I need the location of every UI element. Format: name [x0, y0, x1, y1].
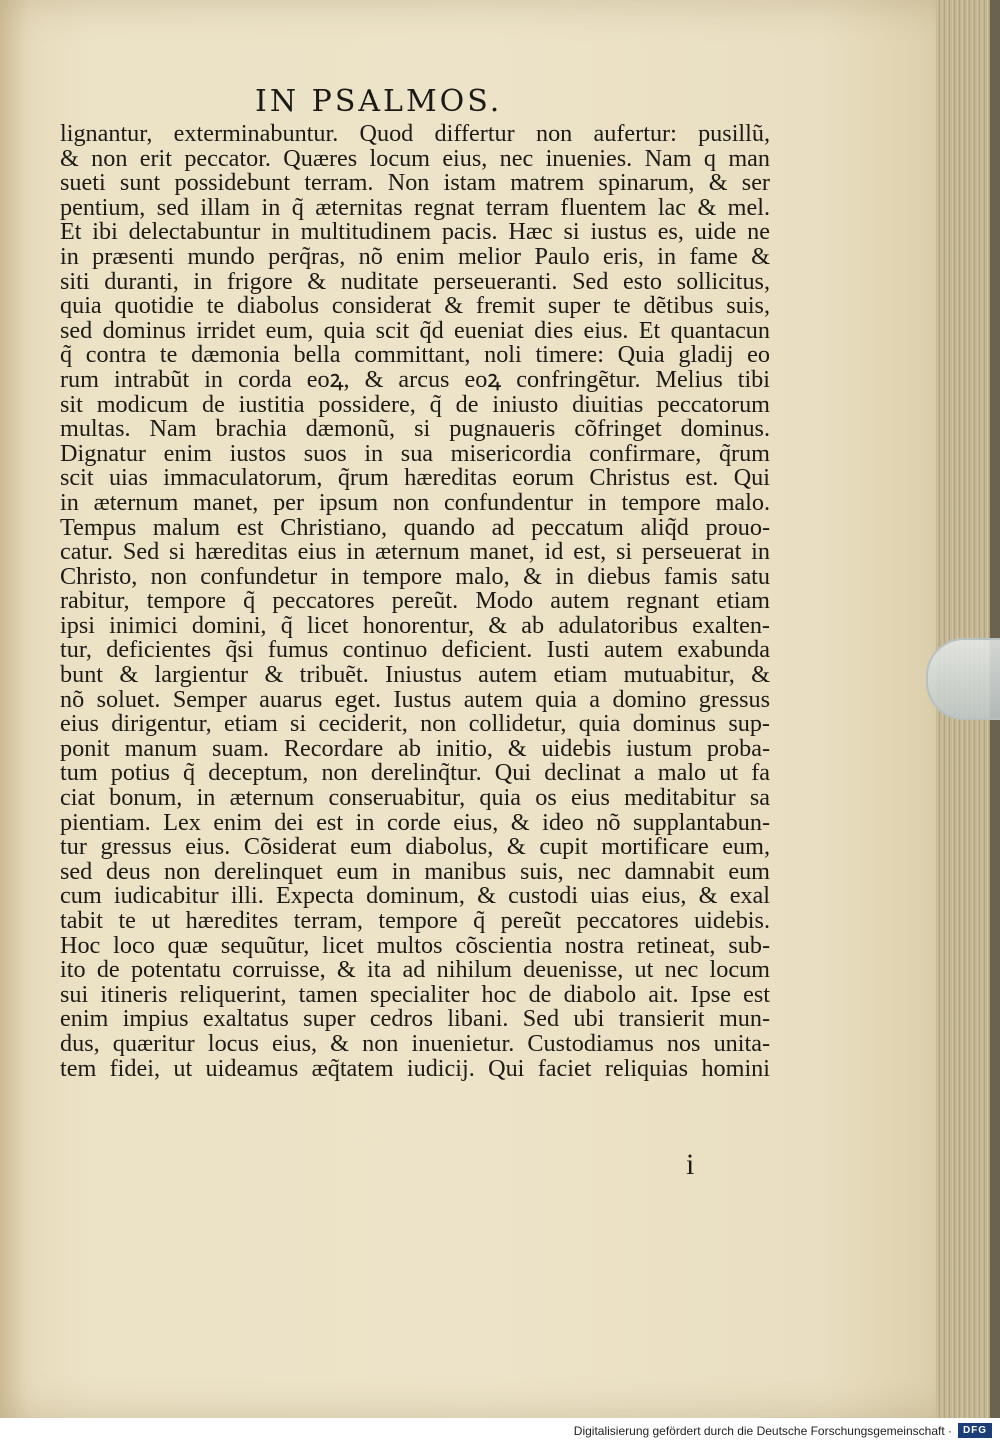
text-line: cum iudicabitur illi. Expecta dominum, & custodi uias eius, & exal	[60, 884, 770, 909]
text-line: tur gressus eius. Cõsiderat eum diabolus, & cupit mortificare eum,	[60, 835, 770, 860]
text-line: sed deus non derelinquet eum in manibus suis, nec damnabit eum	[60, 859, 770, 885]
text-line: sed dominus irridet eum, quia scit q̃d eueniat dies eius. Et quantacun	[60, 318, 770, 344]
text-line: pientiam. Lex enim dei est in corde eius, & ideo nõ supplantabun-	[60, 810, 770, 836]
text-line: scit uias immaculatorum, q̃rum hæreditas eorum Christus est. Qui	[60, 466, 770, 491]
text-line: Et ibi delectabuntur in multitudinem pacis. Hæc si iustus es, uide ne	[60, 220, 770, 245]
text-line: tem fidei, ut uideamus æq̃tatem iudicij. Qui faciet reliquias homini	[60, 1056, 770, 1082]
page-clip	[926, 638, 1000, 720]
dfg-logo-icon: DFG	[958, 1423, 992, 1438]
text-line: Christo, non confundetur in tempore malo, & in diebus famis satu	[60, 564, 770, 590]
text-line: Hoc loco quæ sequũtur, licet multos cõscientia nostra retineat, sub-	[60, 933, 770, 959]
text-line: rum intrabũt in corda eoꝝ, & arcus eoꝝ confringẽtur. Melius tibi	[60, 367, 770, 393]
body-text	[60, 122, 770, 1081]
text-line: bunt & largientur & tribuẽt. Iniustus autem etiam mutuabitur, &	[60, 663, 770, 688]
text-line: Tempus malum est Christiano, quando ad peccatum aliq̃d prouo-	[60, 515, 770, 541]
text-line: Dignatur enim iustos suos in sua misericordia confirmare, q̃rum	[60, 441, 770, 467]
text-line: ito de potentatu corruisse, & ita ad nihilum deuenisse, ut nec locum	[60, 958, 770, 983]
text-line: siti duranti, in frigore & nuditate perseueranti. Sed esto sollicitus,	[60, 269, 770, 295]
text-line: lignantur, exterminabuntur. Quod differtur non aufertur: pusillũ,	[60, 122, 770, 147]
text-line: eius dirigentur, etiam si ceciderit, non collidetur, quia dominus sup-	[60, 712, 770, 737]
text-line: nõ soluet. Semper auarus eget. Iustus autem quia a domino gressus	[60, 687, 770, 713]
text-line: in præsenti mundo perq̃ras, nõ enim melior Paulo eris, in fame &	[60, 244, 770, 270]
funding-notice: Digitalisierung gefördert durch die Deutsche Forschungsgemeinschaft ·	[573, 1424, 952, 1438]
text-line: multas. Nam brachia dæmonũ, si pugnaueris cõfringet dominus.	[60, 417, 770, 442]
text-line: dus, quæritur locus eius, & non inuenietur. Custodiamus nos unita-	[60, 1031, 770, 1057]
text-line: sit modicum de iustitia possidere, q̃ de iniusto diuitias peccatorum	[60, 392, 770, 418]
text-line: q̃ contra te dæmonia bella committant, noli timere: Quia gladij eo	[60, 343, 770, 368]
text-line: rabitur, tempore q̃ peccatores pereũt. Modo autem regnant etiam	[60, 589, 770, 614]
running-head: IN PSALMOS.	[255, 84, 503, 119]
text-line: pentium, sed illam in q̃ æternitas regnat terram fluentem lac & mel.	[60, 195, 770, 221]
text-line: quia quotidie te diabolus considerat & fremit super te dẽtibus suis,	[60, 294, 770, 319]
text-line: tabit te ut hæredites terram, tempore q̃ pereũt peccatores uidebis.	[60, 909, 770, 934]
text-line: catur. Sed si hæreditas eius in æternum manet, id est, si perseuerat in	[60, 540, 770, 565]
text-line: ponit manum suam. Recordare ab initio, & uidebis iustum proba-	[60, 736, 770, 762]
text-line: ciat bonum, in æternum conseruabitur, quia os eius meditabitur sa	[60, 786, 770, 811]
text-line: enim impius exaltatus super cedros libani. Sed ubi transierit mun-	[60, 1007, 770, 1032]
text-line: tum potius q̃ deceptum, non derelinq̃tur. Qui declinat a malo ut fa	[60, 761, 770, 787]
text-line: ipsi inimici domini, q̃ licet honorentur, & ab adulatoribus exalten-	[60, 613, 770, 639]
text-line: sueti sunt possidebunt terram. Non istam matrem spinarum, & ser	[60, 171, 770, 196]
text-line: tur, deficientes q̃si fumus continuo deficient. Iusti autem exabunda	[60, 638, 770, 664]
text-line: & non erit peccator. Quæres locum eius, nec inuenies. Nam q man	[60, 146, 770, 172]
text-line: in æternum manet, per ipsum non confundentur in tempore malo.	[60, 490, 770, 516]
text-line: sui itineris reliquerint, tamen specialiter hoc de diabolo ait. Ipse est	[60, 982, 770, 1008]
signature-mark: i	[686, 1148, 695, 1181]
